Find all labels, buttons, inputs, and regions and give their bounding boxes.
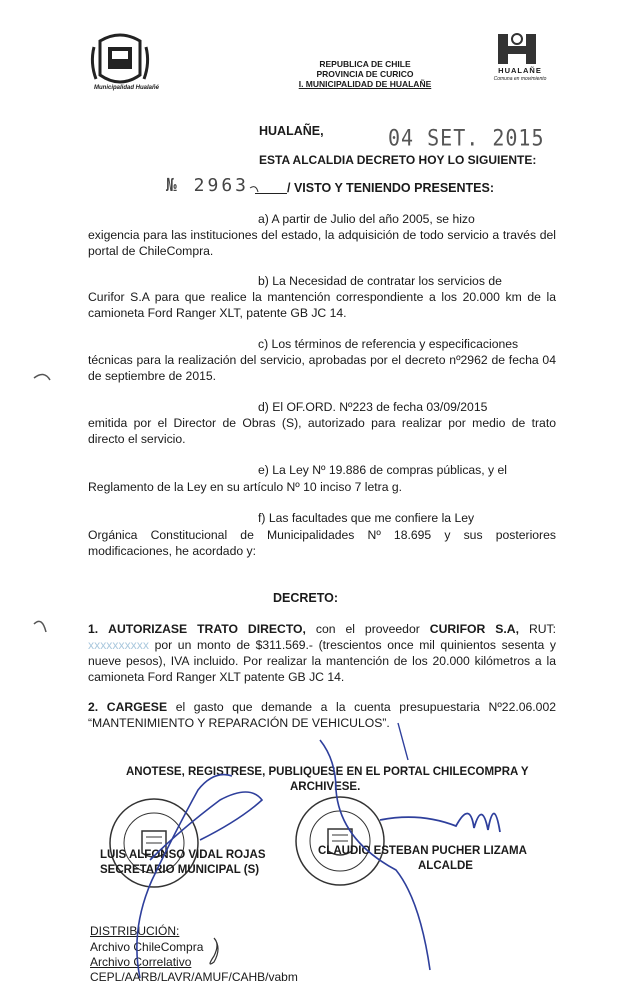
distribution-item: CEPL/AARB/LAVR/AMUF/CAHB/vabm — [90, 970, 298, 984]
date-stamp: 04 SET. 2015 — [388, 124, 545, 152]
article-2 — [88, 699, 556, 731]
left-logo-caption: Municipalidad Hualañé — [94, 85, 160, 91]
header-line-3: I. MUNICIPALIDAD DE HUALAÑE — [298, 79, 432, 89]
secretary-title: SECRETARIO MUNICIPAL (S) — [100, 864, 260, 876]
considerando-a-body: exigencia para las instituciones del estado, la adquisición de todo servicio a través del portal de ChileCompra. — [88, 228, 556, 258]
secretary-seal — [106, 795, 202, 896]
article-1-body: por un monto de $311.569.- (trescientos once mil quinientos sesenta y nueve pesos), IVA incluido. Por realizar la mantención de los 20.000 kilómetros a la camioneta Ford Ranger XLT patente GB JC 14. — [88, 638, 556, 684]
margin-mark — [34, 374, 50, 380]
right-logo-name: HUALAÑE — [498, 66, 542, 75]
closing-line-1: ANOTESE, REGISTRESE, PUBLIQUESE EN EL PORTAL CHILECOMPRA Y — [126, 766, 529, 778]
article-1-provider-text: con el proveedor — [315, 622, 420, 636]
article-1-heading: AUTORIZASE TRATO DIRECTO, — [108, 622, 306, 636]
considerando-d-first: d) El OF.ORD. Nº223 de fecha 03/09/2015 — [258, 400, 488, 414]
place-label: HUALAÑE, — [259, 124, 324, 138]
distribution-item: Archivo ChileCompra — [90, 940, 204, 954]
margin-mark — [34, 621, 46, 632]
intro-line: ESTA ALCALDIA DECRETO HOY LO SIGUIENTE: — [259, 153, 537, 167]
article-2-body: el gasto que demande a la cuenta presupuestaria Nº22.06.002 “MANTENIMIENTO Y REPARACIÓN DE VEHICULOS”. — [88, 700, 557, 730]
decreto-title: DECRETO: — [273, 591, 339, 605]
number-underline — [255, 193, 287, 194]
right-logo-slogan: Comuna en movimiento — [493, 76, 547, 82]
article-2-heading: CARGESE — [106, 700, 168, 714]
mayor-seal — [292, 793, 388, 894]
article-2-number: 2. — [88, 700, 99, 714]
considerando-d-body: emitida por el Director de Obras (S), autorizado para realizar por medio de trato directo el servicio. — [88, 416, 556, 446]
considerando-a-first: a) A partir de Julio del año 2005, se hizo — [258, 212, 475, 226]
considerando-b-body: Curifor S.A para que realice la mantención correspondiente a los 20.000 km de la camioneta Ford Ranger XLT, patente GB JC 14. — [88, 290, 556, 320]
distribution-title: DISTRIBUCIÓN: — [90, 924, 180, 938]
considerando-c-body: técnicas para la realización del servicio, aprobadas por el decreto nº2962 de fecha 04 de septiembre de 2015. — [88, 353, 556, 383]
article-1-rut-label: RUT: — [528, 622, 557, 636]
visto-line: / VISTO Y TENIENDO PRESENTES: — [287, 181, 494, 195]
distribution-check-mark — [210, 938, 218, 964]
header-line-2: PROVINCIA DE CURICO — [316, 69, 414, 79]
closing-line-2: ARCHIVESE. — [290, 781, 361, 793]
pen-mark — [250, 187, 258, 192]
considerando-f-first: f) Las facultades que me confiere la Ley — [258, 511, 475, 525]
mayor-name: CLAUDIO ESTEBAN PUCHER LIZAMA — [318, 845, 527, 857]
mayor-signature — [380, 813, 500, 832]
secretary-name: LUIS ALFONSO VIDAL ROJAS — [100, 849, 266, 861]
article-1-provider: CURIFOR S.A, — [429, 622, 519, 636]
document-header — [260, 59, 470, 89]
considerando-e-first: e) La Ley Nº 19.886 de compras públicas, y el — [258, 463, 508, 477]
considerando-b-first: b) La Necesidad de contratar los servicios de — [258, 274, 502, 288]
article-1 — [88, 621, 556, 685]
decree-number-stamp: № 2963 — [166, 175, 250, 196]
article-1-number: 1. — [88, 622, 99, 636]
mayor-title: ALCALDE — [418, 860, 473, 872]
article-1-rut-redacted: xxxxxxxxxx — [88, 638, 149, 652]
distribution-item: Archivo Correlativo — [90, 955, 192, 969]
header-line-1: REPUBLICA DE CHILE — [319, 59, 411, 69]
considerando-f-body: Orgánica Constitucional de Municipalidades Nº 18.695 y sus posteriores modificaciones, he acordado y: — [88, 528, 556, 558]
considerando-c-first: c) Los términos de referencia y especificaciones — [258, 337, 519, 351]
considerando-e-body: Reglamento de la Ley en su artículo Nº 10 inciso 7 letra g. — [88, 480, 403, 494]
